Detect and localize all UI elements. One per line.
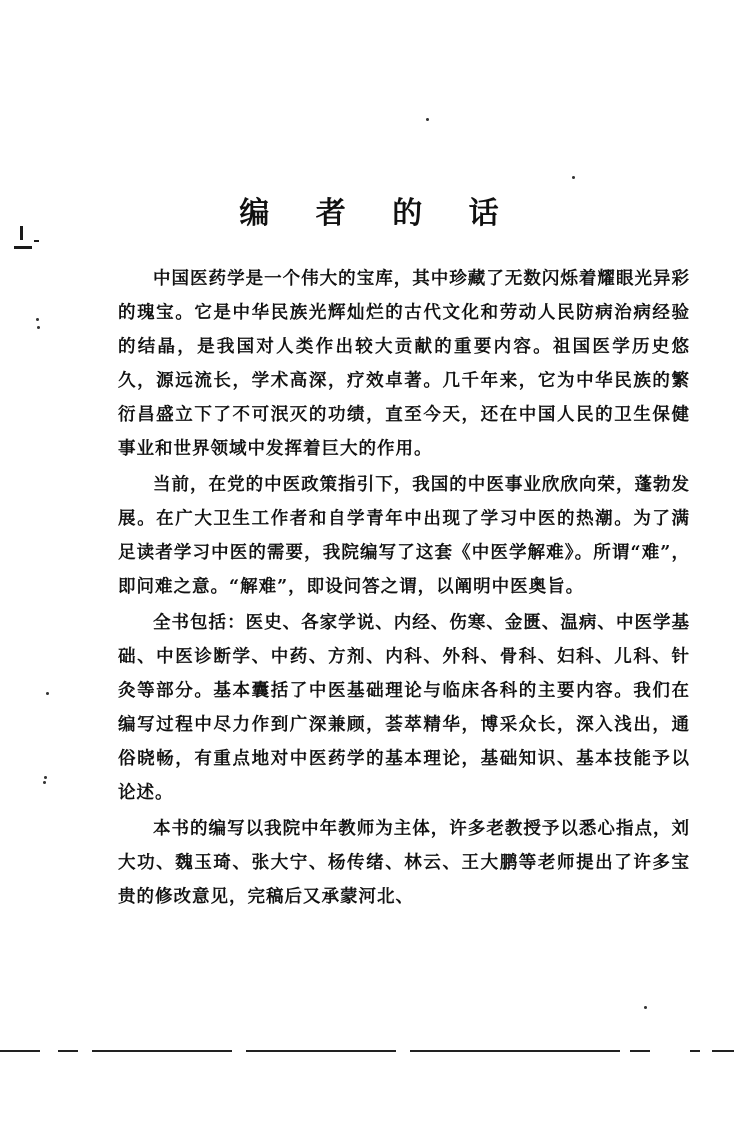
scan-artifact-mark [14,246,32,249]
scan-artifact-mark [34,240,39,242]
paragraph-3: 全书包括：医史、各家学说、内经、伤寒、金匮、温病、中医学基础、中医诊断学、中药、方剂、内科、外科、骨科、妇科、儿科、针灸等部分。基本囊括了中医基础理论与临床各科的主要内容。我们在编写过程中尽力作到广深兼顾，荟萃精华，博采众长，深入浅出，通俗晓畅，有重点地对中医药学的基本理论，基础知识、基本技能予以论述。 [118,613,690,803]
paragraph-1: 中国医药学是一个伟大的宝库，其中珍藏了无数闪烁着耀眼光异彩的瑰宝。它是中华民族光辉灿烂的古代文化和劳动人民防病治病经验的结晶，是我国对人类作出较大贡献的重要内容。祖国医学历史悠久，源远流长，学术高深，疗效卓著。几千年来，它为中华民族的繁衍昌盛立下了不可泯灭的功绩，直至今天，还在中国人民的卫生保健事业和世界领域中发挥着巨大的作用。 [118,269,690,459]
page-title: 编 者 的 话 [239,196,517,231]
scan-edge-rule [712,1050,734,1052]
scan-artifact-dot [43,781,46,784]
scan-edge-rule [410,1050,620,1052]
scan-edge-rule [58,1050,78,1052]
scan-edge-rule [92,1050,232,1052]
scan-artifact-dot [426,118,429,121]
scan-edge-rule [246,1050,396,1052]
scan-artifact-dot [46,692,49,695]
scan-edge-rule [690,1050,700,1052]
paragraph-4: 本书的编写以我院中年教师为主体，许多老教授予以悉心指点，刘大功、魏玉琦、张大宁、杨传绪、林云、王大鹏等老师提出了许多宝贵的修改意见，完稿后又承蒙河北、 [118,819,690,907]
scan-artifact-dot [37,326,40,329]
paragraph-2: 当前，在党的中医政策指引下，我国的中医事业欣欣向荣，蓬勃发展。在广大卫生工作者和自学青年中出现了学习中医的热潮。为了满足读者学习中医的需要，我院编写了这套《中医学解难》。所谓“难”，即问难之意。“解难”，即设问答之谓，以阐明中医奥旨。 [118,475,690,597]
scan-edge-rule [0,1050,40,1052]
scan-artifact-dot [572,176,575,179]
body-text [118,262,690,916]
scan-edge-rule [630,1050,650,1052]
scan-artifact-dot [644,1006,647,1009]
scan-artifact-dot [36,318,39,321]
scan-artifact-dot [44,776,47,779]
scan-artifact-mark [20,226,23,240]
